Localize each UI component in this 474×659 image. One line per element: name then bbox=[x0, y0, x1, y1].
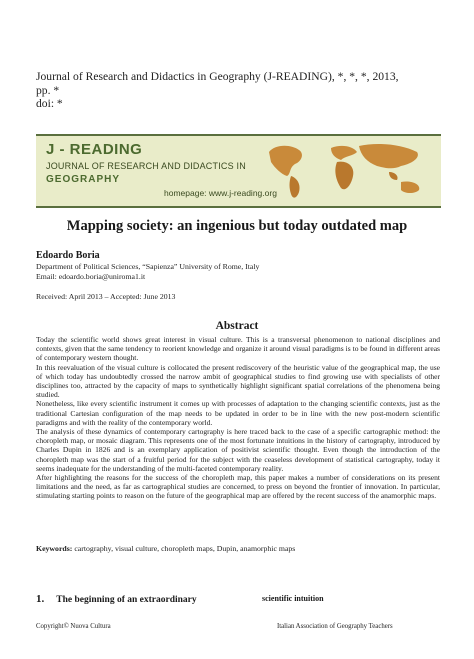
author-name: Edoardo Boria bbox=[36, 250, 100, 261]
author-email[interactable]: Email: edoardo.boria@uniroma1.it bbox=[36, 271, 146, 281]
banner-homepage-link[interactable]: homepage: www.j-reading.org bbox=[164, 188, 277, 198]
journal-banner bbox=[36, 134, 441, 208]
affiliation-text: Department of Political Sciences, “Sapienza” University of Rome, Italy bbox=[36, 262, 260, 271]
footer-association: Italian Association of Geography Teachers bbox=[277, 623, 393, 630]
keywords-value: cartography, visual culture, choropleth maps, Dupin, anamorphic maps bbox=[72, 544, 296, 553]
section-title-part1: The beginning of an extraordinary bbox=[56, 595, 197, 605]
journal-line-1: Journal of Research and Didactics in Geography (J-READING), *, *, *, 2013, bbox=[36, 70, 399, 83]
world-map-icon bbox=[261, 138, 439, 202]
abstract-paragraph: The analysis of these dynamics of contemporary cartography is here traced back to the case of a specific cartographic method: the choropleth map, or mosaic diagram. This represents one of the most fortunate intuitions in the history of cartography, introduced by Charles Dupin in 1826 and is an exemplary application of positivist scientific thought. Even though the introduction of the choropleth map was the start of a fruitful period for the subject with the ceaseless development of statistical cartography, today it seems inadequate for the understanding of the multi-faceted contemporary reality. bbox=[36, 427, 440, 473]
abstract-paragraph: After highlighting the reasons for the success of the choropleth map, this paper makes a number of considerations on its present limitations and the need, as far as cartographical studies are concerned, to press on beyond the frontier of innovation. In particular, stimulating starting points to reason on the future of the geographical map are offered by the recent success of the anamorphic maps. bbox=[36, 473, 440, 501]
article-title: Mapping society: an ingenious but today outdated map bbox=[66, 218, 408, 234]
abstract-paragraph: Nonetheless, like every scientific instrument it comes up with processes of adaptation to the changing scientific contexts, just as the traditional Cartesian configuration of the map needs to be updated in order to be in line with the new post-modern scientific paradigms and with the reality of the contemporary world. bbox=[36, 399, 440, 427]
banner-subtitle: JOURNAL OF RESEARCH AND DIDACTICS IN bbox=[46, 161, 246, 171]
journal-line-3: doi: * bbox=[36, 97, 63, 110]
banner-geography: GEOGRAPHY bbox=[46, 174, 121, 185]
received-dates: Received: April 2013 – Accepted: June 2013 bbox=[36, 292, 176, 301]
section-title-part2: scientific intuition bbox=[262, 594, 324, 603]
banner-title: J - READING bbox=[46, 141, 143, 158]
author-affiliation bbox=[36, 262, 259, 281]
abstract-paragraph: In this reevaluation of the visual culture is collocated the present rediscovery of the heuristic value of the geographical map, the use of which today has undoubtedly crossed the narrow ambit of geographical studies to find growing use with specialists of other disciplines too, attracted by the capacity of maps to synthetically highlight significant spatial correlations of the phenomena being studied. bbox=[36, 362, 440, 400]
abstract-paragraph: Today the scientific world shows great interest in visual culture. This is a transversal phenomenon to national disciplines and contexts, given that the same tendency to reorient knowledge and organize it around visual paradigms is to be found in different areas of contemporary western thought. bbox=[36, 335, 440, 363]
section-number: 1. bbox=[36, 593, 45, 605]
abstract-body bbox=[36, 335, 440, 501]
journal-line-2: pp. * bbox=[36, 83, 60, 97]
keywords bbox=[36, 544, 295, 553]
footer-copyright: Copyright© Nuova Cultura bbox=[36, 623, 111, 630]
section-heading bbox=[36, 593, 197, 605]
journal-citation bbox=[36, 70, 446, 111]
abstract-heading: Abstract bbox=[215, 320, 259, 332]
keywords-label: Keywords: bbox=[36, 544, 73, 553]
